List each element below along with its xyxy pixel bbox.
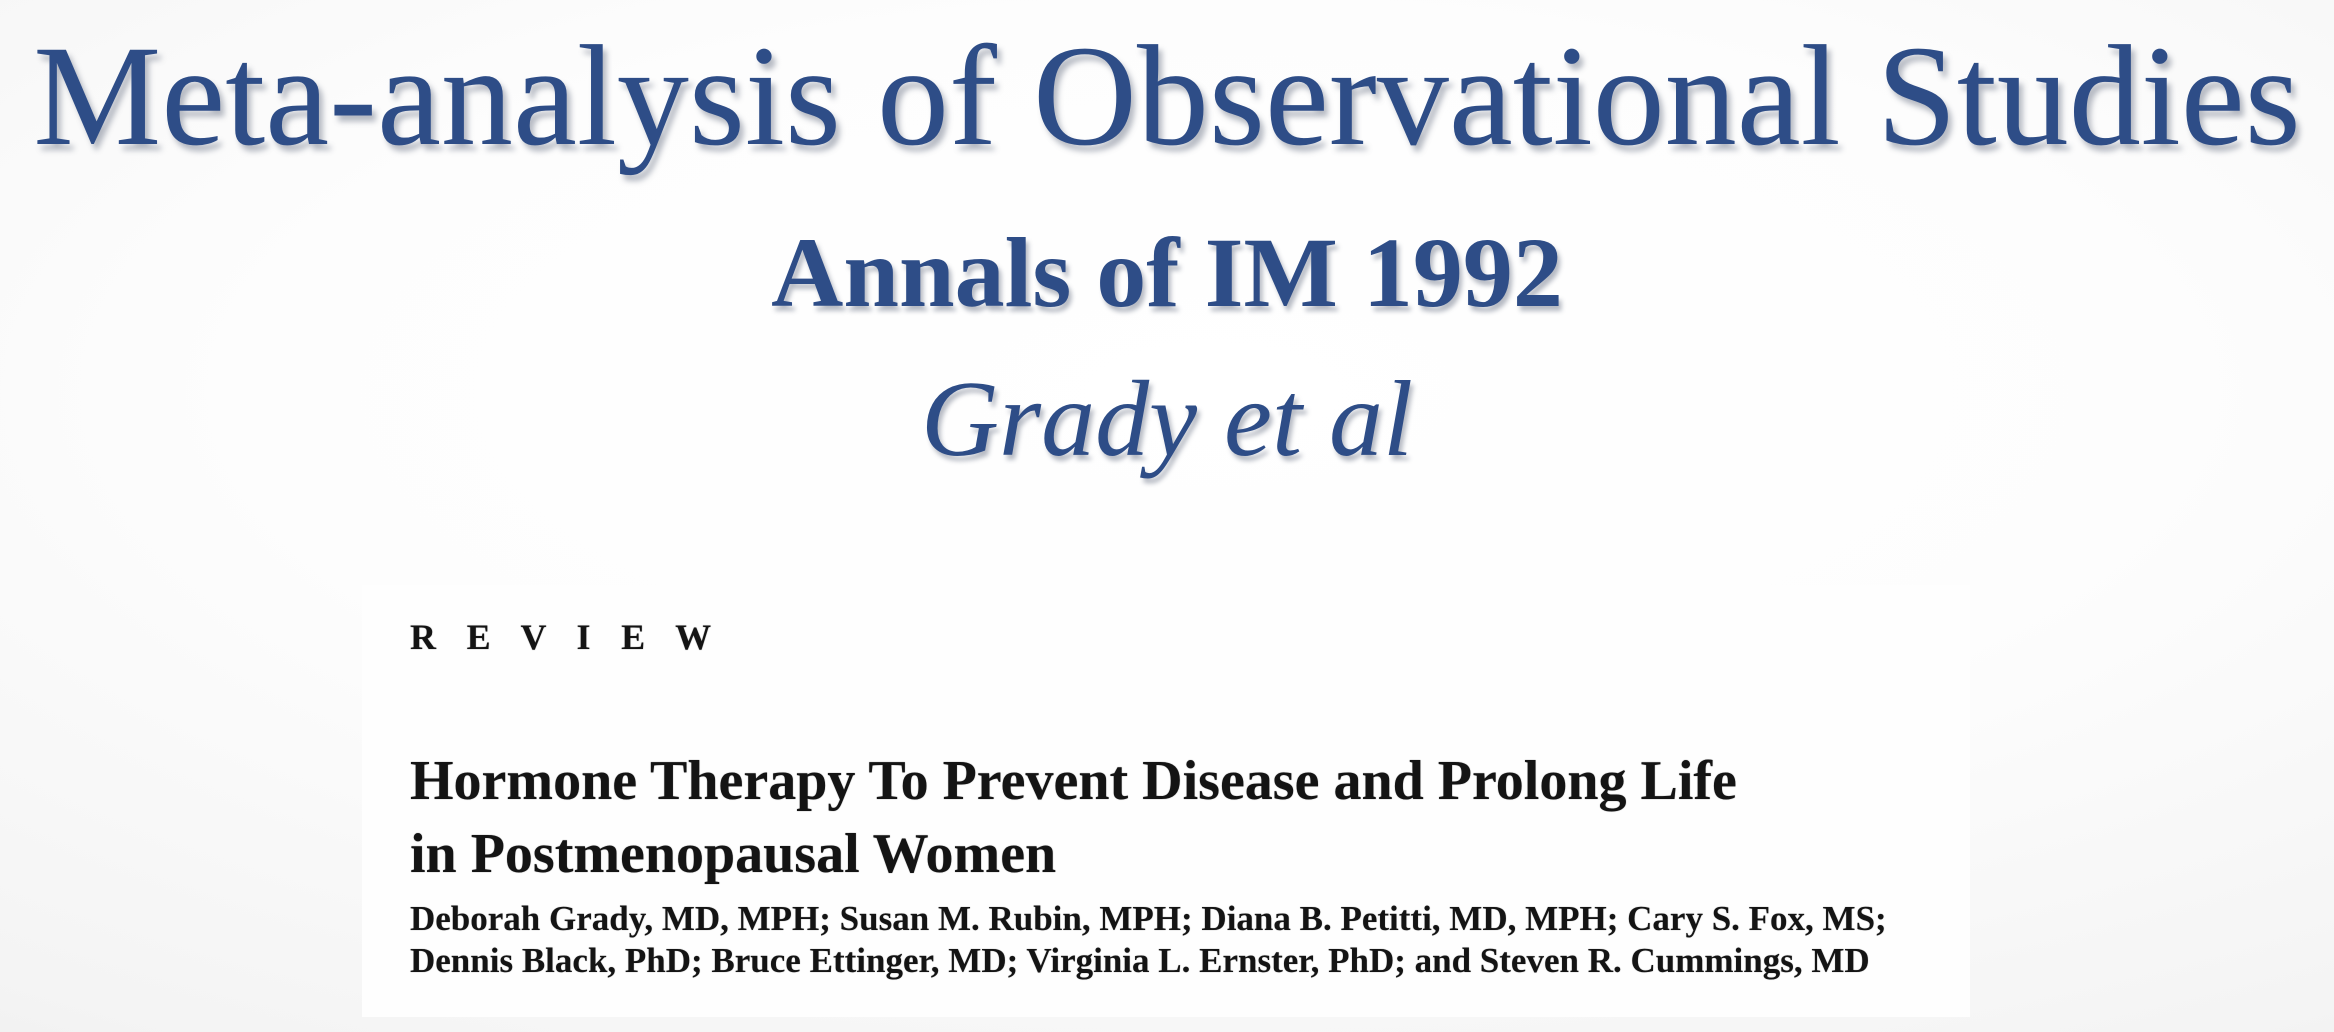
article-authors-line1: Deborah Grady, MD, MPH; Susan M. Rubin, MPH; Diana B. Petitti, MD, MPH; Cary S. Fox, MS; [410,899,1887,938]
article-title-line2: in Postmenopausal Women [410,823,1057,885]
slide-subtitle: Annals of IM 1992 [771,217,1563,328]
article-title-line1: Hormone Therapy To Prevent Disease and Prolong Life [410,750,1737,812]
article-section-label: R E V I E W [410,617,722,657]
article-authors [410,898,1887,982]
slide-title: Meta-analysis of Observational Studies [33,17,2301,176]
article-title [410,745,1737,891]
slide-byline: Grady et al [921,360,1413,479]
journal-article-scan [362,585,1970,1017]
article-authors-line2: Dennis Black, PhD; Bruce Ettinger, MD; Virginia L. Ernster, PhD; and Steven R. Cummings, MD [410,941,1870,980]
